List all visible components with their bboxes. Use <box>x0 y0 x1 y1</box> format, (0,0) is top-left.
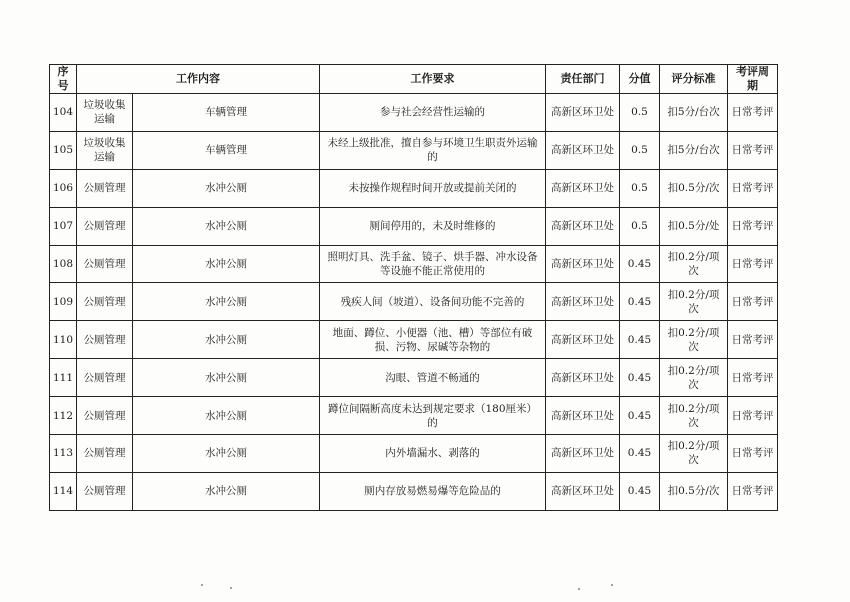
row-item: 水冲公厕 <box>133 207 320 245</box>
table-row <box>50 397 778 435</box>
row-item: 水冲公厕 <box>133 359 320 397</box>
scan-speck <box>230 587 232 589</box>
row-standard: 扣0.5分/次 <box>660 169 728 207</box>
row-standard: 扣0.2分/项次 <box>660 321 728 359</box>
row-dept: 高新区环卫处 <box>546 321 620 359</box>
row-dept: 高新区环卫处 <box>546 397 620 435</box>
scan-speck <box>201 584 203 586</box>
table-row <box>50 207 778 245</box>
table-row <box>50 245 778 283</box>
table-row <box>50 283 778 321</box>
row-score: 0.45 <box>620 321 660 359</box>
header-requirement: 工作要求 <box>320 65 546 94</box>
table-row <box>50 472 778 510</box>
row-number: 105 <box>50 131 77 169</box>
row-number: 110 <box>50 321 77 359</box>
row-category: 垃圾收集运输 <box>77 131 133 169</box>
row-item: 水冲公厕 <box>133 435 320 473</box>
header-dept: 责任部门 <box>546 65 620 94</box>
row-requirement: 未按操作规程时间开放或提前关闭的 <box>320 169 546 207</box>
row-item: 水冲公厕 <box>133 169 320 207</box>
row-number: 111 <box>50 359 77 397</box>
row-requirement: 沟眼、管道不畅通的 <box>320 359 546 397</box>
table-row <box>50 359 778 397</box>
row-cycle: 日常考评 <box>728 321 778 359</box>
table-row <box>50 321 778 359</box>
row-cycle: 日常考评 <box>728 435 778 473</box>
header-score: 分值 <box>620 65 660 94</box>
row-category: 公厕管理 <box>77 169 133 207</box>
row-category: 垃圾收集运输 <box>77 94 133 132</box>
row-cycle: 日常考评 <box>728 207 778 245</box>
scan-speck <box>611 584 613 586</box>
row-number: 114 <box>50 472 77 510</box>
row-category: 公厕管理 <box>77 321 133 359</box>
header-cycle: 考评周期 <box>728 65 778 94</box>
row-requirement: 参与社会经营性运输的 <box>320 94 546 132</box>
row-score: 0.5 <box>620 207 660 245</box>
row-standard: 扣5分/台次 <box>660 131 728 169</box>
row-dept: 高新区环卫处 <box>546 94 620 132</box>
row-score: 0.45 <box>620 359 660 397</box>
row-category: 公厕管理 <box>77 283 133 321</box>
header-content: 工作内容 <box>77 65 320 94</box>
row-number: 108 <box>50 245 77 283</box>
table-row <box>50 435 778 473</box>
row-dept: 高新区环卫处 <box>546 131 620 169</box>
row-score: 0.5 <box>620 94 660 132</box>
row-standard: 扣0.2分/项次 <box>660 435 728 473</box>
row-dept: 高新区环卫处 <box>546 169 620 207</box>
row-standard: 扣0.2分/项次 <box>660 359 728 397</box>
row-requirement: 照明灯具、洗手盆、镜子、烘手器、冲水设备等设施不能正常使用的 <box>320 245 546 283</box>
row-score: 0.45 <box>620 397 660 435</box>
row-number: 113 <box>50 435 77 473</box>
row-cycle: 日常考评 <box>728 472 778 510</box>
row-cycle: 日常考评 <box>728 245 778 283</box>
row-score: 0.5 <box>620 169 660 207</box>
row-standard: 扣0.2分/项次 <box>660 283 728 321</box>
row-item: 车辆管理 <box>133 131 320 169</box>
row-dept: 高新区环卫处 <box>546 472 620 510</box>
row-standard: 扣0.5分/处 <box>660 207 728 245</box>
row-dept: 高新区环卫处 <box>546 435 620 473</box>
row-standard: 扣0.5分/次 <box>660 472 728 510</box>
table-header-row <box>50 65 778 94</box>
row-score: 0.5 <box>620 131 660 169</box>
row-item: 水冲公厕 <box>133 245 320 283</box>
assessment-table <box>49 64 778 511</box>
row-item: 水冲公厕 <box>133 283 320 321</box>
row-item: 水冲公厕 <box>133 321 320 359</box>
row-requirement: 厕内存放易燃易爆等危险品的 <box>320 472 546 510</box>
row-cycle: 日常考评 <box>728 94 778 132</box>
row-number: 109 <box>50 283 77 321</box>
row-standard: 扣0.2分/项次 <box>660 397 728 435</box>
row-item: 车辆管理 <box>133 94 320 132</box>
row-dept: 高新区环卫处 <box>546 207 620 245</box>
row-requirement: 内外墙漏水、剥落的 <box>320 435 546 473</box>
row-score: 0.45 <box>620 283 660 321</box>
row-dept: 高新区环卫处 <box>546 245 620 283</box>
row-standard: 扣5分/台次 <box>660 94 728 132</box>
row-dept: 高新区环卫处 <box>546 283 620 321</box>
row-number: 104 <box>50 94 77 132</box>
row-category: 公厕管理 <box>77 435 133 473</box>
table-body <box>50 94 778 511</box>
row-cycle: 日常考评 <box>728 131 778 169</box>
row-number: 112 <box>50 397 77 435</box>
scan-speck <box>578 588 580 590</box>
row-category: 公厕管理 <box>77 472 133 510</box>
row-standard: 扣0.2分/项次 <box>660 245 728 283</box>
row-dept: 高新区环卫处 <box>546 359 620 397</box>
row-score: 0.45 <box>620 472 660 510</box>
header-standard: 评分标准 <box>660 65 728 94</box>
row-requirement: 残疾人间（坡道）、设备间功能不完善的 <box>320 283 546 321</box>
row-requirement: 地面、蹲位、小便器（池、槽）等部位有破损、污物、尿碱等杂物的 <box>320 321 546 359</box>
row-score: 0.45 <box>620 245 660 283</box>
row-score: 0.45 <box>620 435 660 473</box>
row-cycle: 日常考评 <box>728 397 778 435</box>
row-requirement: 厕间停用的，未及时维修的 <box>320 207 546 245</box>
row-requirement: 未经上级批准，擅自参与环境卫生职责外运输的 <box>320 131 546 169</box>
row-category: 公厕管理 <box>77 207 133 245</box>
row-item: 水冲公厕 <box>133 472 320 510</box>
table-row <box>50 94 778 132</box>
row-category: 公厕管理 <box>77 397 133 435</box>
row-cycle: 日常考评 <box>728 283 778 321</box>
row-requirement: 蹲位间隔断高度未达到规定要求（180厘米）的 <box>320 397 546 435</box>
header-no: 序号 <box>50 65 77 94</box>
row-number: 106 <box>50 169 77 207</box>
row-category: 公厕管理 <box>77 245 133 283</box>
row-item: 水冲公厕 <box>133 397 320 435</box>
row-number: 107 <box>50 207 77 245</box>
table-row <box>50 169 778 207</box>
row-category: 公厕管理 <box>77 359 133 397</box>
row-cycle: 日常考评 <box>728 169 778 207</box>
row-cycle: 日常考评 <box>728 359 778 397</box>
table-row <box>50 131 778 169</box>
